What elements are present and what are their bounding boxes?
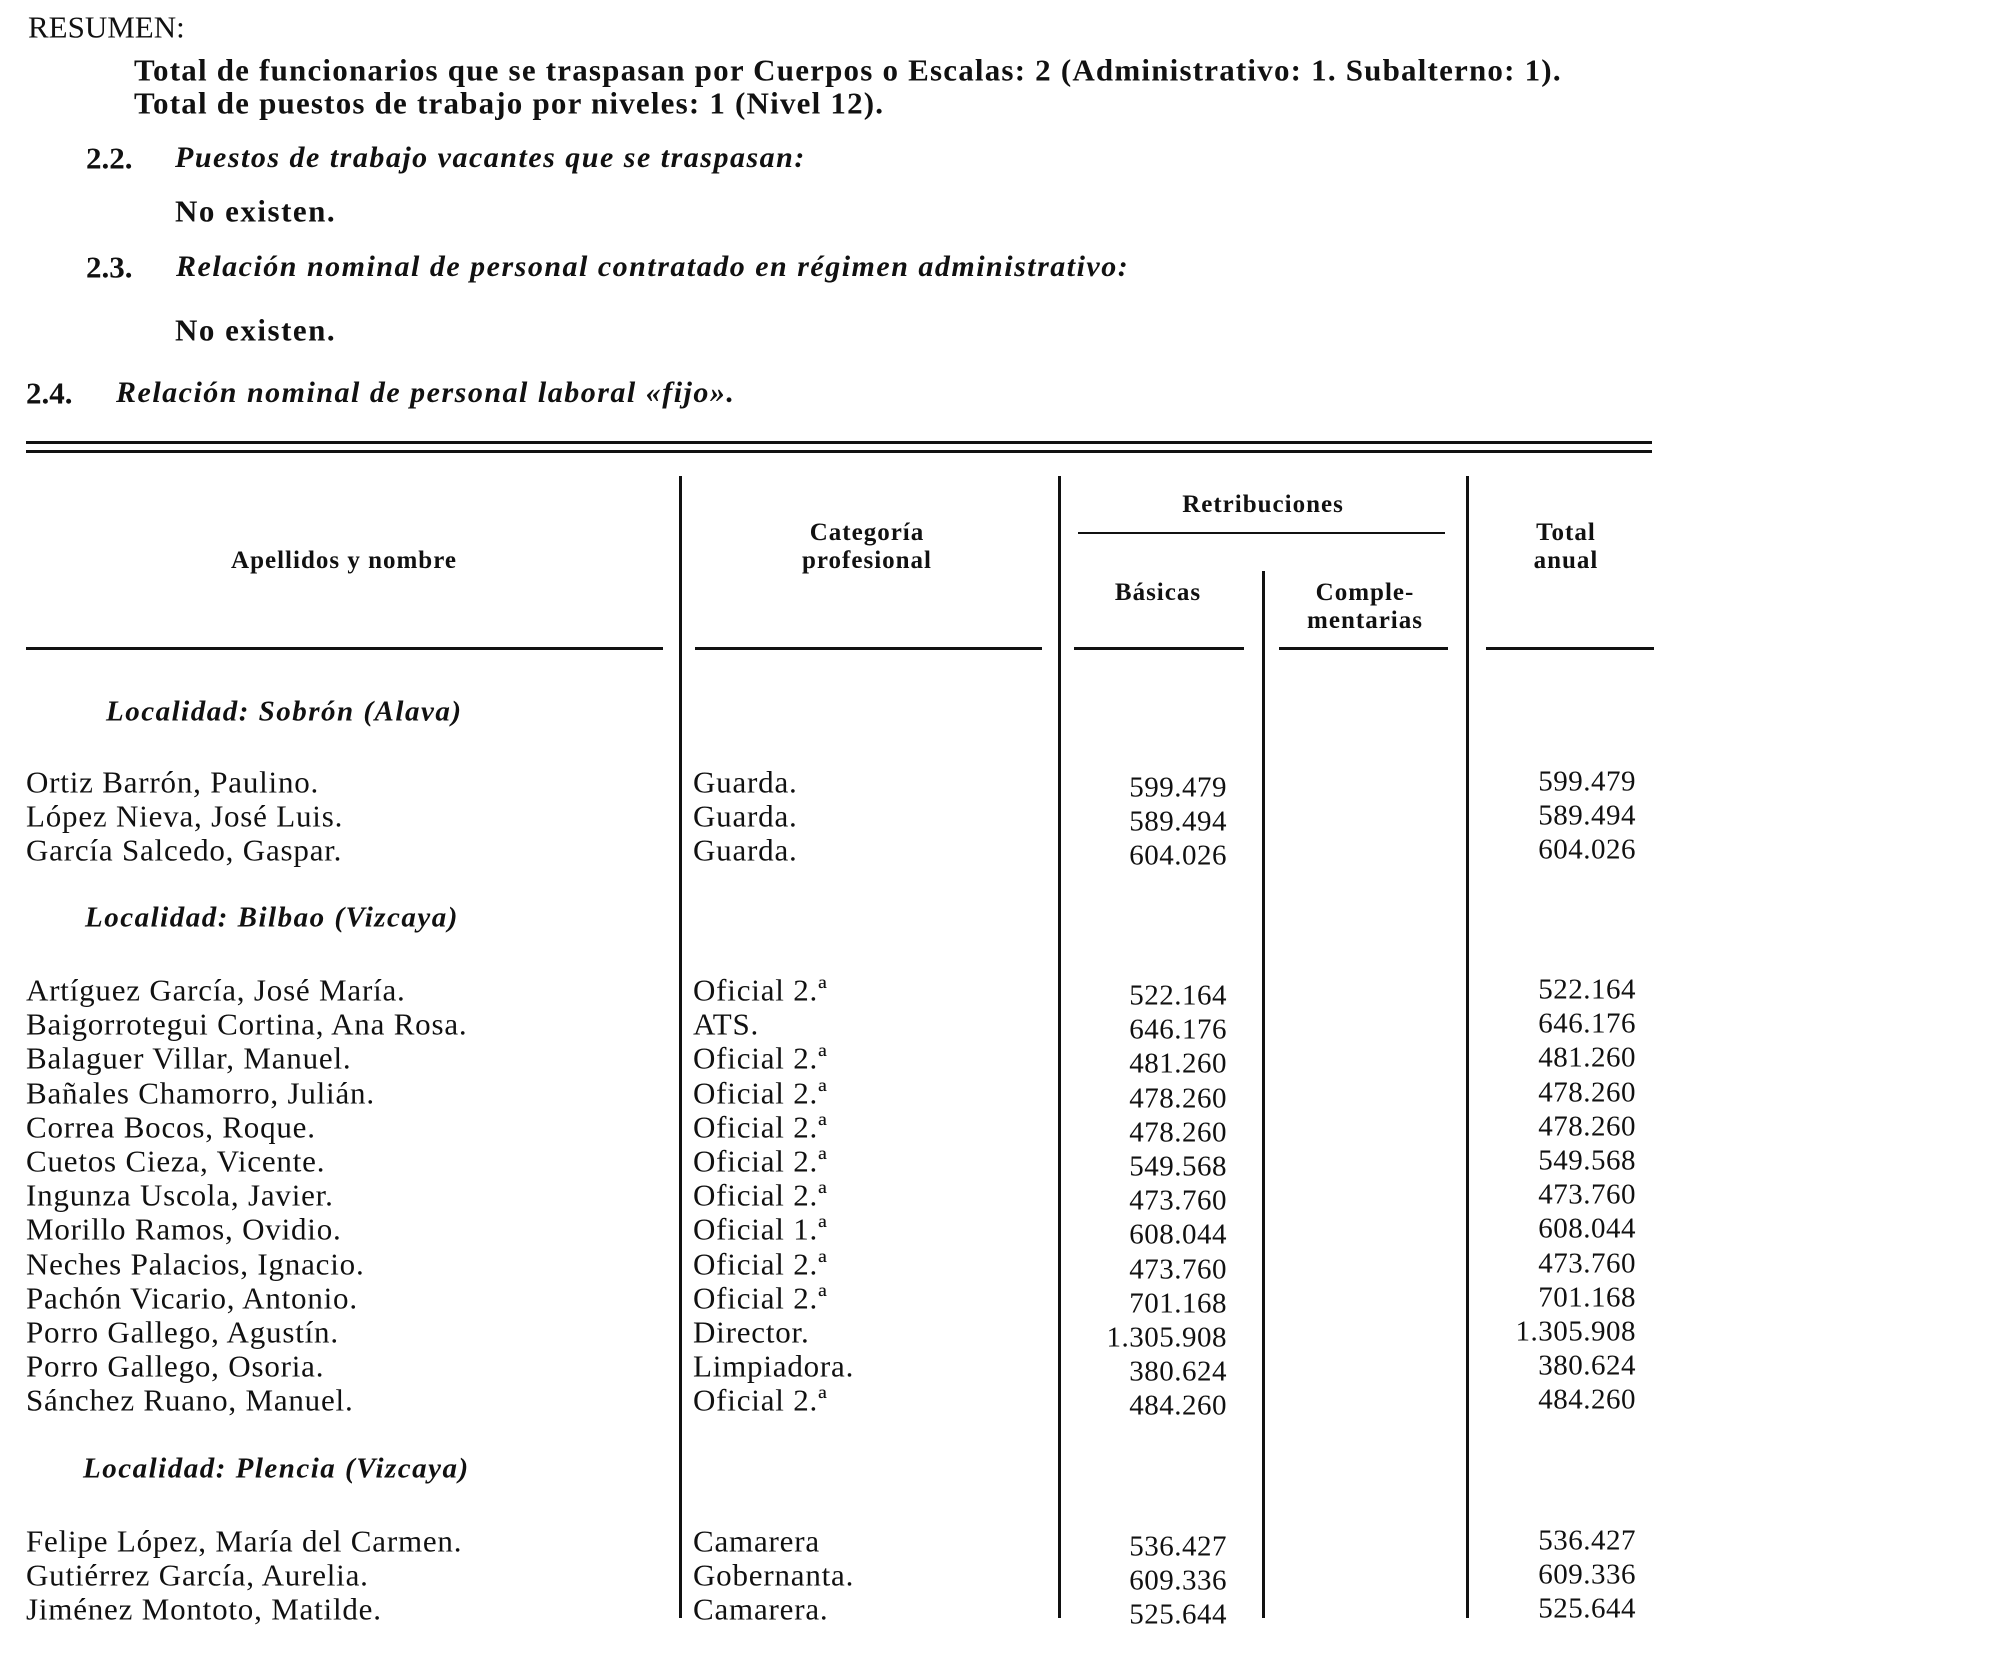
- locality-heading: Localidad: Sobrón (Alava): [106, 695, 463, 728]
- salary-basicas: 646.176: [1129, 1013, 1227, 1046]
- section-title: Puestos de trabajo vacantes que se traspasan:: [175, 141, 806, 174]
- salary-basicas: 522.164: [1129, 979, 1227, 1012]
- retribuciones-rule: [1078, 532, 1445, 534]
- header-name: Apellidos y nombre: [231, 547, 457, 574]
- employee-name: Pachón Vicario, Antonio.: [26, 1280, 358, 1316]
- salary-basicas: 604.026: [1129, 839, 1227, 872]
- employee-name: Felipe López, María del Carmen.: [26, 1523, 463, 1559]
- employee-category: Oficial 1.ª: [693, 1211, 828, 1247]
- salary-total: 478.260: [1538, 1076, 1636, 1109]
- salary-total: 473.760: [1538, 1247, 1636, 1280]
- salary-basicas: 478.260: [1129, 1082, 1227, 1115]
- employee-category: Gobernanta.: [693, 1557, 855, 1593]
- salary-total: 481.260: [1538, 1041, 1636, 1074]
- employee-name: Balaguer Villar, Manuel.: [26, 1040, 352, 1076]
- header-category: [802, 519, 932, 575]
- employee-name: Bañales Chamorro, Julián.: [26, 1075, 375, 1111]
- section-title: Relación nominal de personal laboral «fijo».: [116, 376, 736, 409]
- employee-name: López Nieva, José Luis.: [26, 798, 344, 834]
- section-body: No existen.: [175, 193, 337, 229]
- salary-basicas: 525.644: [1129, 1598, 1227, 1631]
- resumen-line-1: Total de funcionarios que se traspasan por Cuerpos o Escalas: 2 (Administrativo: 1. Subalterno: 1).: [134, 52, 1562, 88]
- salary-total: 380.624: [1538, 1349, 1636, 1382]
- column-divider: [1058, 476, 1061, 1618]
- employee-category: Oficial 2.ª: [693, 1075, 828, 1111]
- section-number: 2.2.: [86, 140, 133, 176]
- header-comple-line: Comple-: [1315, 579, 1415, 606]
- table-top-rule: [26, 450, 1652, 453]
- header-total-line: anual: [1533, 547, 1599, 574]
- section-number: 2.4.: [26, 375, 73, 411]
- employee-name: Porro Gallego, Agustín.: [26, 1314, 339, 1350]
- resumen-line-2: Total de puestos de trabajo por niveles: 1 (Nivel 12).: [134, 85, 885, 121]
- salary-total: 473.760: [1538, 1178, 1636, 1211]
- header-bottom-rule: [1279, 647, 1448, 650]
- header-bottom-rule: [1486, 647, 1654, 650]
- salary-total: 646.176: [1538, 1007, 1636, 1040]
- section-body: No existen.: [175, 312, 337, 348]
- header-category-line: profesional: [802, 547, 932, 574]
- salary-basicas: 484.260: [1129, 1389, 1227, 1422]
- salary-total: 478.260: [1538, 1110, 1636, 1143]
- header-retribuciones: Retribuciones: [1182, 491, 1344, 518]
- employee-category: Limpiadora.: [693, 1348, 855, 1384]
- salary-total: 609.336: [1538, 1558, 1636, 1591]
- header-basicas: Básicas: [1114, 579, 1202, 606]
- salary-basicas: 609.336: [1129, 1564, 1227, 1597]
- employee-name: Artíguez García, José María.: [26, 972, 406, 1008]
- salary-basicas: 589.494: [1129, 805, 1227, 838]
- salary-total: 522.164: [1538, 973, 1636, 1006]
- employee-category: Oficial 2.ª: [693, 1382, 828, 1418]
- salary-basicas: 608.044: [1129, 1218, 1227, 1251]
- employee-name: Correa Bocos, Roque.: [26, 1109, 316, 1145]
- employee-category: Oficial 2.ª: [693, 1246, 828, 1282]
- salary-total: 1.305.908: [1515, 1315, 1636, 1348]
- salary-total: 604.026: [1538, 833, 1636, 866]
- employee-name: Porro Gallego, Osoria.: [26, 1348, 325, 1384]
- locality-heading: Localidad: Plencia (Vizcaya): [83, 1452, 470, 1485]
- column-divider: [1466, 476, 1469, 1618]
- employee-category: Director.: [693, 1314, 810, 1350]
- section-title: Relación nominal de personal contratado en régimen administrativo:: [176, 250, 1130, 283]
- table-top-rule: [26, 441, 1652, 444]
- employee-name: Baigorrotegui Cortina, Ana Rosa.: [26, 1006, 468, 1042]
- salary-total: 589.494: [1538, 799, 1636, 832]
- salary-total: 525.644: [1538, 1592, 1636, 1625]
- employee-category: Guarda.: [693, 764, 798, 800]
- employee-category: ATS.: [693, 1006, 760, 1042]
- column-divider: [1262, 571, 1265, 1618]
- salary-total: 701.168: [1538, 1281, 1636, 1314]
- column-divider: [679, 476, 682, 1618]
- header-category-line: Categoría: [809, 519, 925, 546]
- resumen-title: RESUMEN:: [28, 9, 185, 45]
- salary-total: 536.427: [1538, 1524, 1636, 1557]
- locality-heading: Localidad: Bilbao (Vizcaya): [85, 901, 459, 934]
- salary-basicas: 481.260: [1129, 1047, 1227, 1080]
- header-bottom-rule: [26, 647, 663, 650]
- salary-basicas: 701.168: [1129, 1287, 1227, 1320]
- employee-name: Ingunza Uscola, Javier.: [26, 1177, 334, 1213]
- employee-name: Morillo Ramos, Ovidio.: [26, 1211, 342, 1247]
- section-number: 2.3.: [86, 249, 133, 285]
- employee-category: Oficial 2.ª: [693, 1177, 828, 1213]
- salary-total: 484.260: [1538, 1383, 1636, 1416]
- employee-name: García Salcedo, Gaspar.: [26, 832, 343, 868]
- salary-basicas: 473.760: [1129, 1253, 1227, 1286]
- salary-basicas: 536.427: [1129, 1530, 1227, 1563]
- salary-basicas: 478.260: [1129, 1116, 1227, 1149]
- salary-basicas: 473.760: [1129, 1184, 1227, 1217]
- employee-category: Guarda.: [693, 832, 798, 868]
- employee-category: Oficial 2.ª: [693, 972, 828, 1008]
- employee-category: Oficial 2.ª: [693, 1040, 828, 1076]
- salary-basicas: 380.624: [1129, 1355, 1227, 1388]
- header-bottom-rule: [695, 647, 1042, 650]
- header-comple-line: mentarias: [1307, 607, 1423, 634]
- header-total: [1534, 519, 1599, 575]
- employee-name: Cuetos Cieza, Vicente.: [26, 1143, 326, 1179]
- employee-name: Ortiz Barrón, Paulino.: [26, 764, 320, 800]
- employee-name: Sánchez Ruano, Manuel.: [26, 1382, 354, 1418]
- salary-basicas: 549.568: [1129, 1150, 1227, 1183]
- header-total-line: Total: [1536, 519, 1596, 546]
- employee-category: Oficial 2.ª: [693, 1143, 828, 1179]
- employee-category: Oficial 2.ª: [693, 1109, 828, 1145]
- employee-name: Neches Palacios, Ignacio.: [26, 1246, 365, 1282]
- salary-total: 608.044: [1538, 1212, 1636, 1245]
- salary-basicas: 1.305.908: [1106, 1321, 1227, 1354]
- salary-total: 599.479: [1538, 765, 1636, 798]
- employee-category: Camarera: [693, 1523, 820, 1559]
- salary-total: 549.568: [1538, 1144, 1636, 1177]
- employee-category: Guarda.: [693, 798, 798, 834]
- header-complementarias: [1307, 579, 1423, 635]
- employee-name: Jiménez Montoto, Matilde.: [26, 1591, 382, 1627]
- salary-basicas: 599.479: [1129, 771, 1227, 804]
- employee-category: Camarera.: [693, 1591, 829, 1627]
- employee-name: Gutiérrez García, Aurelia.: [26, 1557, 369, 1593]
- header-bottom-rule: [1074, 647, 1244, 650]
- employee-category: Oficial 2.ª: [693, 1280, 828, 1316]
